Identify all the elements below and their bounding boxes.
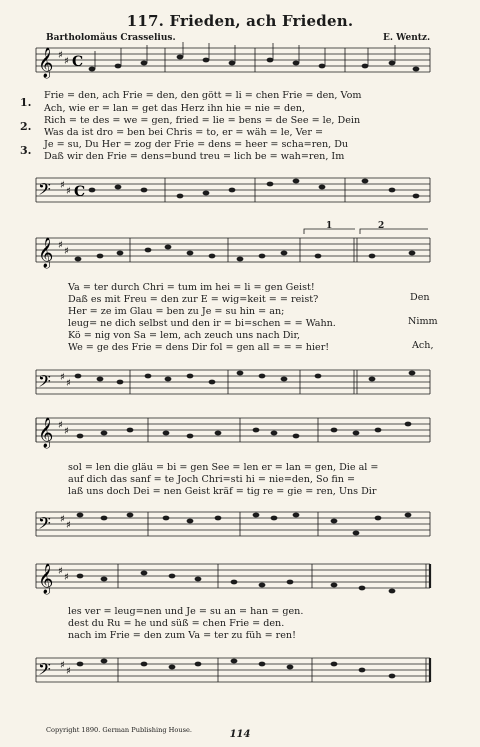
common-time-icon: C [74,184,86,200]
system4-treble-staff [0,556,480,600]
lyric-line: Daß wir den Frie = dens=bund treu = lich be = wah=ren, Im [44,151,345,162]
system2-bass-staff [0,362,480,402]
sharp-icon: ♯ [66,378,71,389]
sharp-icon: ♯ [60,180,65,191]
treble-clef-icon: 𝄞 [38,48,54,78]
treble-clef-icon: 𝄞 [38,418,54,448]
sharp-icon: ♯ [60,514,65,525]
side-word: Nimm [408,316,438,327]
side-word: Den [410,292,430,303]
sharp-icon: ♯ [60,660,65,671]
lyric-line: nach im Frie = den zum Va = ter zu füh = ren! [68,630,296,641]
volta-first-ending: 1 [326,221,333,231]
treble-clef-icon: 𝄞 [38,238,54,268]
common-time-icon: C [72,54,84,70]
system1-treble-staff [0,42,480,82]
lyric-line: Va = ter durch Chri = tum im hei = li = gen Geist! [68,282,315,293]
side-word: Ach, [412,340,434,351]
lyric-line: Je = su, Du Her = zog der Frie = dens = heer = scha=ren, Du [44,139,349,150]
lyric-line: We = ge des Frie = dens Dir fol = gen all = = = hier! [68,342,330,353]
system2-treble-staff [0,228,480,272]
verse-number: 3. [20,144,32,157]
sharp-icon: ♯ [64,572,69,583]
verse-number: 1. [20,96,32,109]
bass-clef-icon: 𝄢 [38,179,51,203]
volta-second-ending: 2 [378,221,385,231]
sharp-icon: ♯ [58,50,63,61]
sharp-icon: ♯ [58,566,63,577]
lyric-line: Was da ist dro = ben bei Chris = to, er = wäh = le, Ver = [44,127,324,138]
system4-bass-staff [0,648,480,694]
page-number: 114 [229,729,251,740]
bass-clef-icon: 𝄢 [38,513,51,537]
lyric-line: dest du Ru = he und süß = chen Frie = den. [68,618,285,629]
system3-treble-staff [0,410,480,454]
system1-bass-staff [0,168,480,212]
sharp-icon: ♯ [66,666,71,677]
lyric-line: Ach, wie er = lan = get das Herz ihn hie = nie = den, [44,103,306,114]
sharp-icon: ♯ [58,240,63,251]
treble-clef-icon: 𝄞 [38,564,54,594]
hymn-title: 117. Frieden, ach Frieden. [126,12,354,30]
sharp-icon: ♯ [60,372,65,383]
sharp-icon: ♯ [64,246,69,257]
lyric-line: Her = ze im Glau = ben zu Je = su hin = an; [68,306,285,317]
sharp-icon: ♯ [64,56,69,67]
lyric-line: Kö = nig von Sa = lem, ach zeuch uns nach Dir, [68,330,301,341]
bass-clef-icon: 𝄢 [38,659,51,683]
sharp-icon: ♯ [64,426,69,437]
lyric-line: auf dich das sanf = te Joch Chri=sti hi = nie=den, So fin = [68,474,356,485]
system3-bass-staff [0,502,480,546]
arranger-credit: E. Wentz. [383,33,431,43]
sharp-icon: ♯ [66,520,71,531]
lyric-line: Rich = te des = we = gen, fried = lie = bens = de See = le, Dein [44,115,361,126]
lyric-line: laß uns doch Dei = nen Geist kräf = tig re = gie = ren, Uns Dir [68,486,377,497]
composer-credit: Bartholomäus Crasselius. [46,33,176,43]
verse-number: 2. [20,120,32,133]
lyric-line: les ver = leug=nen und Je = su an = han = gen. [68,606,304,617]
sharp-icon: ♯ [58,420,63,431]
lyric-line: sol = len die gläu = bi = gen See = len er = lan = gen, Die al = [68,462,379,473]
lyric-line: leug= ne dich selbst und den ir = bi=schen = = Wahn. [68,318,336,329]
lyric-line: Daß es mit Freu = den zur E = wig=keit = = reist? [68,294,319,305]
sharp-icon: ♯ [66,186,71,197]
bass-clef-icon: 𝄢 [38,371,51,395]
copyright-notice: Copyright 1890. German Publishing House. [46,726,193,734]
lyric-line: Frie = den, ach Frie = den, den gött = li = chen Frie = den, Vom [44,90,362,101]
